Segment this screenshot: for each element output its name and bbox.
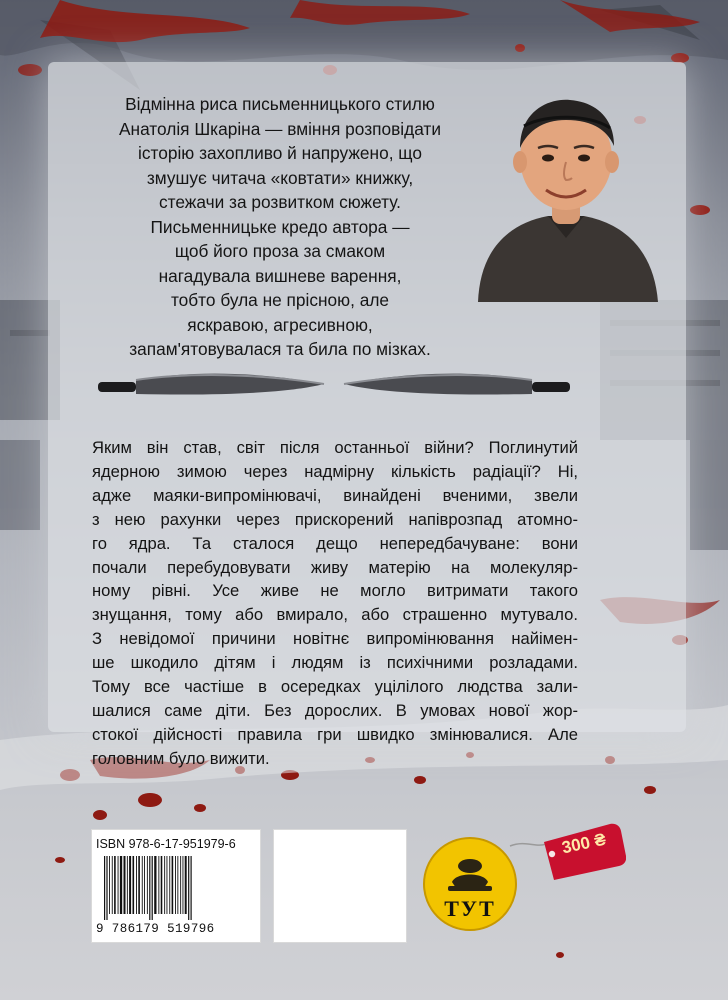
synopsis-line: шалися саме діти. Без дорослих. В умовах нової жор- — [92, 700, 578, 720]
barcode-bar — [177, 856, 178, 914]
barcode-bar — [127, 856, 128, 914]
bio-line: змушує читача «ковтати» книжку, — [146, 167, 414, 188]
barcode-image — [102, 856, 252, 920]
price-label: 300 ₴ — [560, 829, 608, 858]
barcode-bar — [109, 856, 110, 914]
bio-line: Письменницьке кредо автора — — [150, 216, 410, 237]
synopsis-line: ному рівні. Усе живе не могло витримати такого — [92, 581, 578, 601]
barcode-bar — [167, 856, 168, 914]
barcode-bar — [120, 856, 122, 914]
barcode-bar — [106, 856, 107, 920]
synopsis-line: ядерною зимою через надмірну кількість радіації? Ні, — [92, 461, 578, 481]
synopsis-line: Тому все частіше в осередках уцілілого людства зали- — [92, 677, 578, 697]
barcode-bar — [129, 856, 131, 914]
barcode-bar — [154, 856, 156, 914]
barcode-bar — [169, 856, 170, 914]
book-synopsis — [92, 436, 578, 771]
isbn-number: ISBN 978-6-17-951979-6 — [96, 837, 236, 851]
bio-line: історію захопливо й напружено, що — [138, 143, 422, 163]
barcode-bar — [142, 856, 143, 914]
barcode-bar — [104, 856, 105, 920]
bio-line: яскравою, агресивною, — [187, 314, 373, 335]
barcode-bar — [118, 856, 119, 914]
barcode-bar — [175, 856, 176, 914]
barcode-bar — [144, 856, 145, 914]
barcode-bar — [172, 856, 174, 914]
isbn-barcode-block — [92, 830, 260, 942]
author-portrait — [466, 92, 666, 302]
barcode-bar — [161, 856, 163, 914]
synopsis-line: Яким він став, світ після останньої війни? Поглинутий — [92, 438, 578, 457]
barcode-bar — [133, 856, 135, 914]
barcode-bar — [158, 856, 159, 914]
sticker-area — [274, 830, 406, 942]
barcode-bar — [183, 856, 184, 914]
barcode-bar — [124, 856, 126, 914]
synopsis-line: почали перебудовувати живу матерію на молекуляр- — [92, 557, 578, 577]
bio-line: тобто була не прісною, але — [170, 290, 390, 310]
synopsis-line: стокої дійсності правила гри швидко змінювалися. Але — [92, 724, 578, 744]
barcode-bar — [188, 856, 189, 920]
crossed-machetes-divider — [92, 362, 576, 410]
bio-line: стежачи за розвитком сюжету. — [159, 192, 401, 212]
barcode-bar — [147, 856, 148, 914]
barcode-bar — [180, 856, 181, 914]
barcode-bar — [112, 856, 113, 914]
bio-line: Відмінна риса письменницького стилю — [125, 94, 435, 114]
synopsis-line: адже маяки-випромінювачі, винайдені вченими, звели — [92, 485, 578, 505]
synopsis-line: знущання, тому або вмирало, або страшенно мутувало. — [92, 605, 578, 625]
barcode-bar — [164, 856, 165, 914]
synopsis-line: го ядра. Та сталося дещо непередбачуване: вони — [92, 533, 578, 553]
synopsis-line: ше шкодило дітям і людям із психічними розладами. — [92, 653, 578, 673]
bio-line: щоб його проза за смаком — [174, 241, 386, 261]
barcode-bar — [185, 856, 187, 914]
barcode-bar — [149, 856, 150, 920]
bio-line: нагадувала вишневе варення, — [158, 265, 402, 286]
barcode-bar — [114, 856, 116, 914]
tut-logo-label: ТУТ — [444, 896, 496, 921]
barcode-bar — [191, 856, 192, 920]
barcode-bar — [138, 856, 140, 914]
author-bio — [70, 92, 490, 362]
synopsis-line: з нею рахунки через прискорений напіврозпад атомно- — [92, 509, 578, 529]
synopsis-line: З невідомої причини новітнє випромінювання найімен- — [92, 629, 578, 649]
barcode-bar — [136, 856, 137, 914]
bio-line: запам'ятовувалася та била по мізках. — [129, 339, 431, 359]
bio-line: Анатолія Шкаріна — вміння розповідати — [119, 118, 441, 139]
barcode-digits: 9 786179 519796 — [96, 922, 215, 936]
barcode-bar — [152, 856, 153, 920]
synopsis-line: головним було вижити. — [92, 748, 270, 768]
